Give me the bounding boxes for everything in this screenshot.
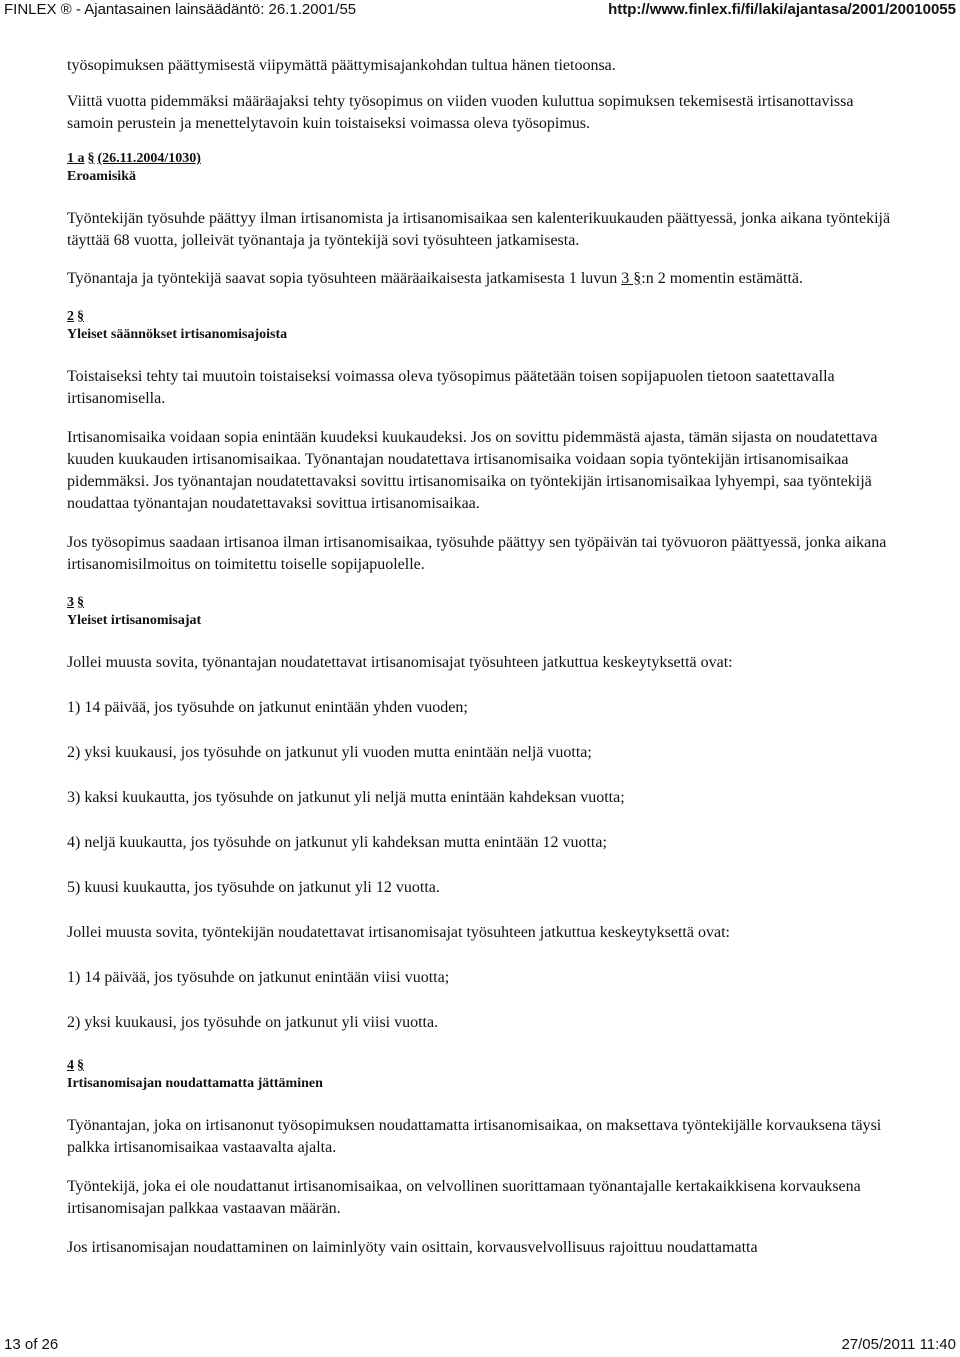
- paragraph: Työnantajan, joka on irtisanonut työsopimuksen noudattamatta irtisanomisaikaa, on maksettava työntekijälle korvauksena täysi palkka irtisanomisaikaa vastaavalta ajalta.: [67, 1117, 882, 1156]
- paragraph: Jollei muusta sovita, työnantajan noudatettavat irtisanomisajat työsuhteen jatkuttua keskeytyksettä ovat:: [67, 654, 733, 671]
- section-title: Eroamisikä: [67, 169, 136, 184]
- paragraph: Jollei muusta sovita, työntekijän noudatettavat irtisanomisajat työsuhteen jatkuttua keskeytyksettä ovat:: [67, 924, 730, 941]
- text-span: Työnantaja ja työntekijä saavat sopia työsuhteen määräaikaisesta jatkamisesta 1 luvun: [67, 270, 618, 287]
- paragraph: Työntekijä, joka ei ole noudattanut irtisanomisaikaa, on velvollinen suorittamaan työnantajalle kertakaikkisena korvauksena irtisanomisajan palkkaa vastaavan määrän.: [67, 1178, 861, 1217]
- section-title: Yleiset säännökset irtisanomisajoista: [67, 327, 288, 342]
- section-number-link[interactable]: 3: [67, 595, 74, 610]
- section-number-link[interactable]: 4: [67, 1058, 74, 1073]
- page-url: http://www.finlex.fi/fi/laki/ajantasa/2001/20010055: [608, 1, 956, 18]
- section-symbol-link[interactable]: §: [77, 595, 84, 610]
- page-title: FINLEX ® - Ajantasainen lainsäädäntö: 26.1.2001/55: [4, 1, 357, 18]
- list-item: 2) yksi kuukausi, jos työsuhde on jatkunut yli viisi vuotta.: [67, 1014, 439, 1031]
- paragraph: Työntekijän työsuhde päättyy ilman irtisanomista ja irtisanomisaikaa sen kalenterikuukauden päättyessä, jonka aikana työntekijä täyttää 68 vuotta, jolleivät työnantaja ja työntekijä sovi työsuhteen jatkamisesta.: [67, 210, 891, 249]
- browser-print-header: [0, 0, 960, 22]
- section-reference-link[interactable]: 3 §: [621, 270, 642, 287]
- document-body: [67, 55, 897, 1276]
- section-heading-1a: [67, 150, 897, 186]
- paragraph: työsopimuksen päättymisestä viipymättä päättymisajankohdan tultua hänen tietoonsa.: [67, 57, 616, 74]
- paragraph: Viittä vuotta pidemmäksi määräajaksi tehty työsopimus on viiden vuoden kuluttua sopimuksen tekemisestä irtisanottavissa samoin perustein ja menettelytavoin kuin toistaiseksi voimassa oleva työsopimus.: [67, 93, 854, 132]
- paragraph: Toistaiseksi tehty tai muutoin toistaiseksi voimassa oleva työsopimus päätetään toisen sopijapuolen tietoon saatettavalla irtisanomisella.: [67, 368, 835, 407]
- section-number-link[interactable]: 2: [67, 309, 74, 324]
- paragraph: [67, 268, 897, 290]
- section-symbol-link[interactable]: §: [77, 309, 84, 324]
- list-item: 2) yksi kuukausi, jos työsuhde on jatkunut yli vuoden mutta enintään neljä vuotta;: [67, 744, 592, 761]
- text-span: :n 2 momentin estämättä.: [641, 270, 804, 287]
- list-item: 1) 14 päivää, jos työsuhde on jatkunut enintään viisi vuotta;: [67, 969, 450, 986]
- paragraph: Jos työsopimus saadaan irtisanoa ilman irtisanomisaikaa, työsuhde päättyy sen työpäivän tai työvuoron päättyessä, jonka aikana irtisanomisilmoitus on toimitettu toiselle sopijapuolelle.: [67, 534, 887, 573]
- list-item: 4) neljä kuukautta, jos työsuhde on jatkunut yli kahdeksan mutta enintään 12 vuotta;: [67, 834, 607, 851]
- section-heading-4: [67, 1057, 897, 1093]
- paragraph: Jos irtisanomisajan noudattaminen on laiminlyöty vain osittain, korvausvelvollisuus rajoittuu noudattamatta: [67, 1239, 758, 1256]
- section-number-link[interactable]: 1 a: [67, 151, 85, 166]
- page-counter: 13 of 26: [4, 1336, 59, 1353]
- section-symbol-link[interactable]: §: [77, 1058, 84, 1073]
- paragraph: Irtisanomisaika voidaan sopia enintään kuudeksi kuukaudeksi. Jos on sovittu pidemmästä ajasta, tämän sijasta on noudatettava kuuden kuukauden irtisanomisaikaa. Työnantajan noudatettava irtisanomisaika voidaan sopia työntekijän irtisanomisaikaa pidemmäksi. Jos työnantajan noudatettavaksi sovittu irtisanomisaika on työntekijän irtisanomisaikaa lyhyempi, saa työntekijä noudattaa työnantajan noudatettavaksi sovittua irtisanomisaikaa.: [67, 429, 878, 512]
- section-heading-2: [67, 308, 897, 344]
- list-item: 1) 14 päivää, jos työsuhde on jatkunut enintään yhden vuoden;: [67, 699, 468, 716]
- browser-print-footer: [0, 1335, 960, 1357]
- section-heading-3: [67, 594, 897, 630]
- print-datetime: 27/05/2011 11:40: [841, 1336, 956, 1353]
- section-symbol-link[interactable]: §: [87, 151, 95, 166]
- list-item: 3) kaksi kuukautta, jos työsuhde on jatkunut yli neljä mutta enintään kahdeksan vuotta;: [67, 789, 625, 806]
- section-title: Yleiset irtisanomisajat: [67, 613, 202, 628]
- list-item: 5) kuusi kuukautta, jos työsuhde on jatkunut yli 12 vuotta.: [67, 879, 440, 896]
- section-title: Irtisanomisajan noudattamatta jättäminen: [67, 1076, 323, 1091]
- amendment-link[interactable]: (26.11.2004/1030): [97, 151, 201, 166]
